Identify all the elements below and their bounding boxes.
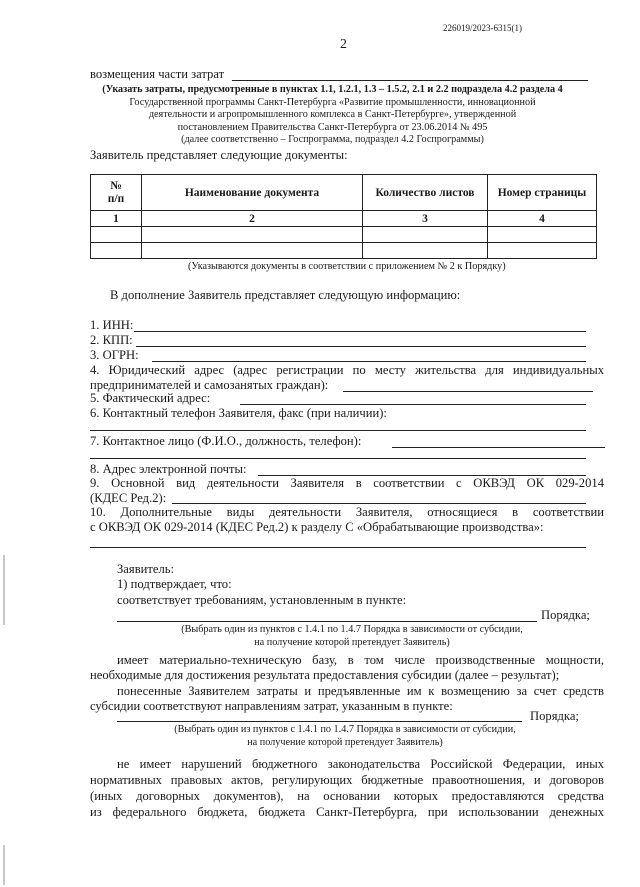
contact-field[interactable]	[392, 447, 605, 448]
table-cell[interactable]	[142, 243, 363, 259]
table-row	[91, 211, 597, 227]
extra-activity	[90, 505, 604, 535]
costs	[90, 684, 604, 714]
order-word-1: Порядка;	[541, 608, 590, 622]
violations-line: (иных договорных документов), на основании которых предоставляются средства	[90, 789, 604, 803]
intro-note-line: (далее соответственно – Госпрограмма, подраздел 4.2 Госпрограммы)	[181, 134, 484, 145]
contact-field-2[interactable]	[90, 458, 586, 459]
info-lead: В дополнение Заявитель представляет следующую информацию:	[110, 288, 461, 302]
extra-activity-line: 10. Дополнительные виды деятельности Заявителя, относящиеся в соответствии	[90, 505, 604, 519]
contact-label: 7. Контактное лицо (Ф.И.О., должность, телефон):	[90, 434, 362, 448]
table-cell[interactable]	[142, 227, 363, 243]
document-id: 226019/2023-6315(1)	[443, 23, 522, 33]
phone-label: 6. Контактный телефон Заявителя, факс (при наличии):	[90, 406, 387, 420]
col-header-name: Наименование документа	[142, 175, 363, 211]
hint-1	[117, 624, 587, 649]
costs-line: понесенные Заявителем затраты и предъявленные им к возмещению за счет средств	[117, 684, 604, 698]
scan-smudge	[3, 845, 5, 885]
table-cell: 2	[142, 211, 363, 227]
applicant-title: Заявитель:	[117, 562, 174, 576]
table-row	[91, 243, 597, 259]
kpp-label: 2. КПП:	[90, 333, 133, 347]
intro-note-line: деятельности и агропромышленного комплекса в Санкт-Петербурге», утвержденной	[148, 109, 517, 120]
intro-label: возмещения части затрат	[90, 67, 225, 81]
scan-smudge	[3, 555, 5, 625]
hint-1-line: (Выбрать один из пунктов с 1.4.1 по 1.4.7 Порядка в зависимости от субсидии,	[181, 624, 523, 635]
clause-field-1[interactable]	[117, 621, 537, 622]
table-cell: 1	[91, 211, 142, 227]
table-cell[interactable]	[91, 227, 142, 243]
col-header-sheets: Количество листов	[363, 175, 488, 211]
fill-line	[232, 80, 588, 81]
email-label: 8. Адрес электронной почты:	[90, 462, 247, 476]
hint-2	[110, 724, 580, 749]
order-word-2: Порядка;	[530, 709, 579, 723]
kpp-field[interactable]	[136, 346, 586, 347]
extra-activity-field[interactable]	[90, 547, 586, 548]
material-base-line: имеет материально-техническую базу, в том числе производственные мощности,	[117, 653, 604, 667]
hint-1-line: на получение которой претендует Заявитель)	[254, 636, 450, 648]
main-activity-line: (КДЕС Ред.2):	[90, 491, 167, 505]
documents-note: (Указываются документы в соответствии с приложением № 2 к Порядку)	[188, 261, 506, 272]
ogrn-field[interactable]	[152, 361, 586, 362]
table-cell[interactable]	[488, 227, 597, 243]
actual-address-field[interactable]	[240, 404, 586, 405]
page-number: 2	[340, 37, 347, 52]
legal-address-line: предпринимателей и самозанятых граждан):	[90, 378, 329, 392]
legal-address-line: 4. Юридический адрес (адрес регистрации по месту жительства для индивидуальных	[90, 363, 604, 377]
table-cell[interactable]	[91, 243, 142, 259]
documents-lead: Заявитель представляет следующие документы:	[90, 148, 348, 162]
phone-field[interactable]	[90, 430, 586, 431]
hint-2-line: на получение которой претендует Заявитель)	[247, 736, 443, 748]
main-activity-line: 9. Основной вид деятельности Заявителя в соответствии с ОКВЭД ОК 029-2014	[90, 476, 604, 490]
main-activity-field[interactable]	[172, 503, 586, 504]
inn-label: 1. ИНН:	[90, 318, 134, 332]
table-cell: 4	[488, 211, 597, 227]
inn-field[interactable]	[134, 331, 586, 332]
extra-activity-line: с ОКВЭД ОК 029-2014 (КДЕС Ред.2) к разделу С «Обрабатывающие производства»:	[90, 520, 544, 534]
main-activity	[90, 476, 604, 506]
intro-note	[60, 84, 605, 147]
col-header-number: № п/п	[91, 175, 142, 211]
legal-address	[90, 363, 604, 393]
material-base	[90, 653, 604, 683]
violations-line: из федерального бюджета, бюджета Санкт-Петербурга, при использовании денежных	[90, 805, 604, 819]
confirms-label: 1) подтверждает, что:	[117, 577, 232, 591]
table-cell: 3	[363, 211, 488, 227]
documents-table	[90, 174, 597, 259]
intro-note-line: (Указать затраты, предусмотренные в пунктах 1.1, 1.2.1, 1.3 – 1.5.2, 2.1 и 2.2 подраздела 4.2 раздела 4	[102, 84, 563, 95]
costs-line: субсидии соответствуют направлениям затрат, указанным в пункте:	[90, 699, 453, 713]
material-base-line: необходимые для достижения результата предоставления субсидии (далее – результат);	[90, 668, 560, 682]
violations	[90, 756, 604, 820]
complies-label: соответствует требованиям, установленным в пункте:	[117, 593, 407, 607]
violations-line: нормативных правовых актов, регулирующих бюджетные правоотношения, и договоров	[90, 773, 604, 787]
hint-2-line: (Выбрать один из пунктов с 1.4.1 по 1.4.7 Порядка в зависимости от субсидии,	[174, 724, 516, 735]
table-row	[91, 227, 597, 243]
intro-note-line: постановлением Правительства Санкт-Петербурга от 23.06.2014 № 495	[177, 121, 488, 133]
clause-field-2[interactable]	[117, 721, 522, 722]
intro-note-line: Государственной программы Санкт-Петербурга «Развитие промышленности, инновационной	[129, 96, 536, 108]
legal-address-field[interactable]	[343, 391, 593, 392]
table-cell[interactable]	[363, 243, 488, 259]
table-header-row	[91, 175, 597, 211]
violations-line: не имеет нарушений бюджетного законодательства Российской Федерации, иных	[117, 757, 604, 771]
table-cell[interactable]	[363, 227, 488, 243]
ogrn-label: 3. ОГРН:	[90, 348, 139, 362]
col-header-page: Номер страницы	[488, 175, 597, 211]
actual-address-label: 5. Фактический адрес:	[90, 391, 211, 405]
table-cell[interactable]	[488, 243, 597, 259]
